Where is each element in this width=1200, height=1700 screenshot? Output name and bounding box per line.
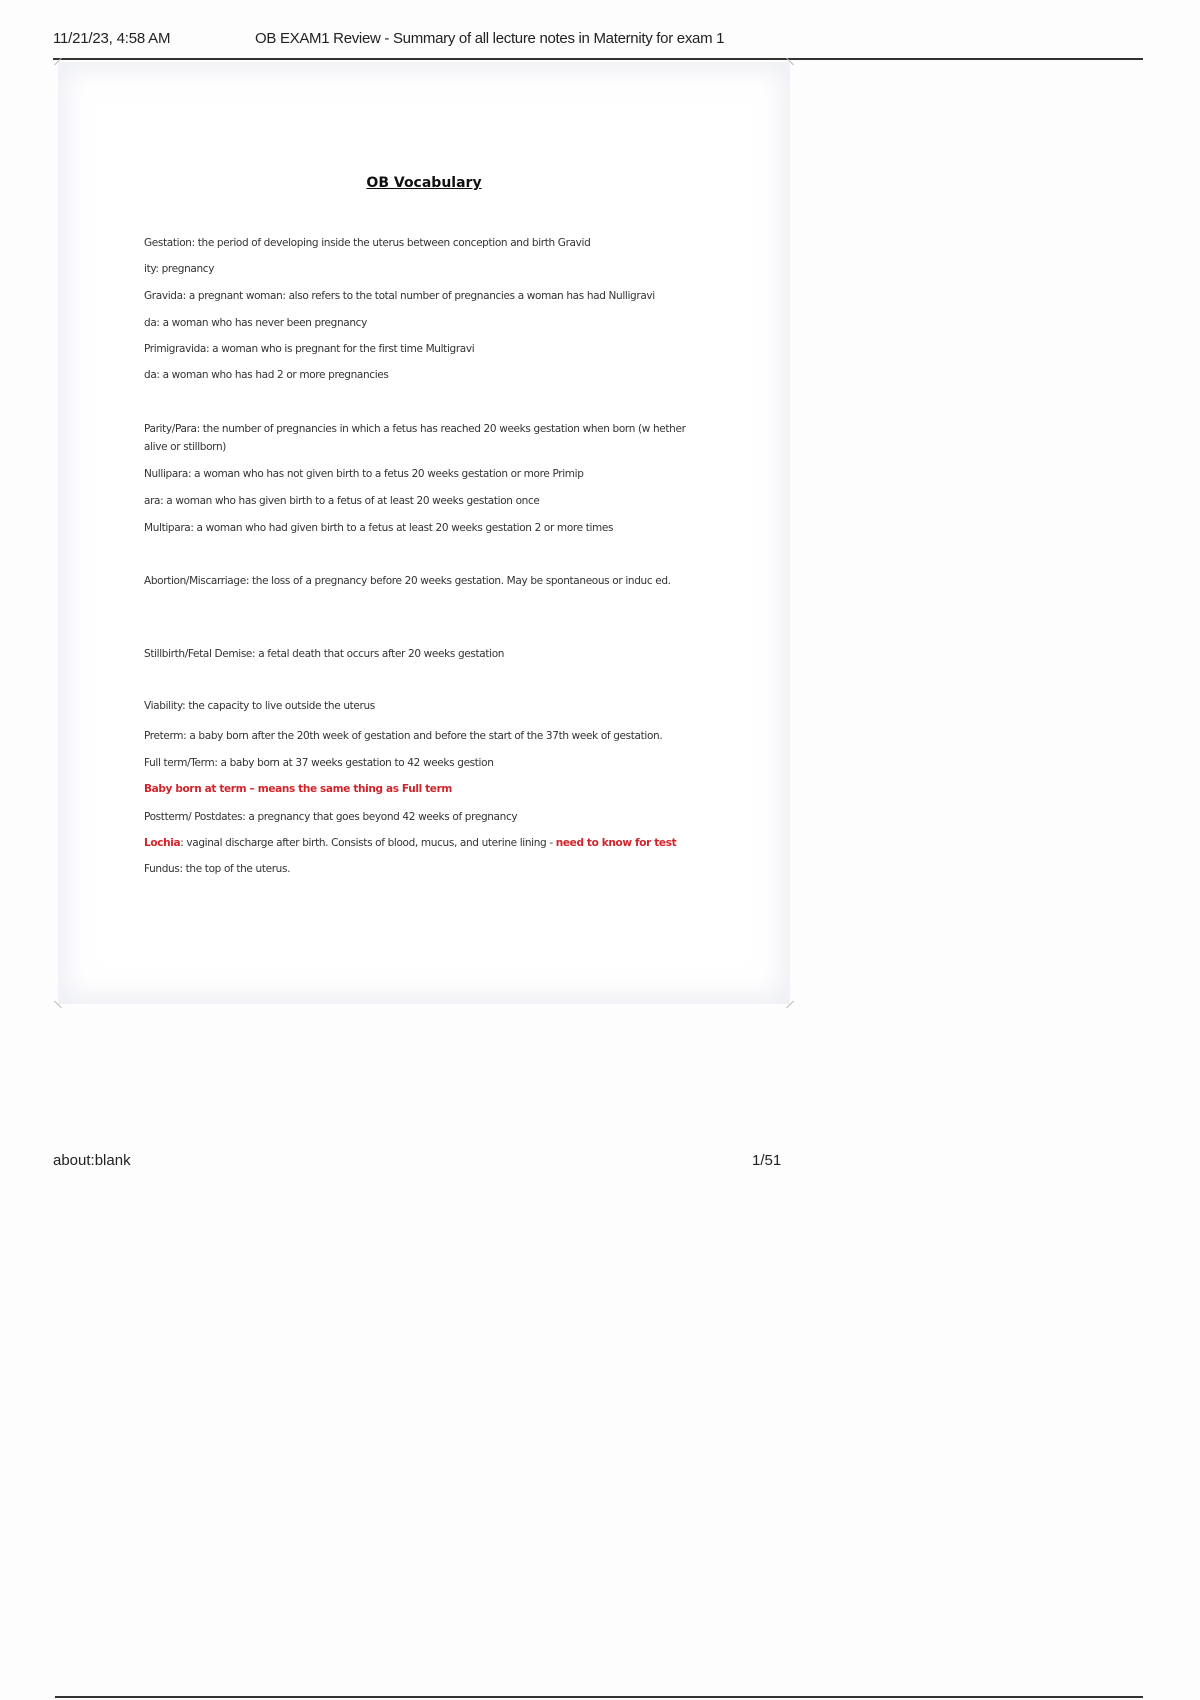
vocab-line: ity: pregnancy [144, 263, 215, 275]
vocab-line: Gravida: a pregnant woman: also refers to the total number of pregnancies a woman has had Nulligravi [144, 290, 655, 302]
print-title: OB EXAM1 Review - Summary of all lecture notes in Maternity for exam 1 [255, 30, 725, 47]
vocab-line: Stillbirth/Fetal Demise: a fetal death that occurs after 20 weeks gestation [144, 648, 505, 660]
crop-mark [779, 994, 794, 1009]
lochia-label: Lochia [144, 837, 181, 849]
print-footer-url: about:blank [53, 1152, 131, 1169]
vocab-line: Preterm: a baby born after the 20th week of gestation and before the start of the 37th week of gestation. [144, 730, 663, 742]
vocab-line: Postterm/ Postdates: a pregnancy that goes beyond 42 weeks of pregnancy [144, 811, 518, 823]
print-footer-page: 1/51 [752, 1152, 782, 1169]
document-page [58, 62, 790, 1004]
print-header [53, 30, 1143, 60]
vocab-line: Viability: the capacity to live outside the uterus [144, 700, 375, 712]
document-heading: OB Vocabulary [366, 175, 482, 191]
vocab-line: Multipara: a woman who had given birth to a fetus at least 20 weeks gestation 2 or more times [144, 522, 614, 534]
lochia-text: : vaginal discharge after birth. Consists of blood, mucus, and uterine lining - [180, 837, 556, 849]
vocab-line: ara: a woman who has given birth to a fetus of at least 20 weeks gestation once [144, 495, 540, 507]
vocab-line: Nullipara: a woman who has not given birth to a fetus 20 weeks gestation or more Primip [144, 468, 584, 480]
print-datetime: 11/21/23, 4:58 AM [53, 30, 171, 47]
vocab-line: da: a woman who has had 2 or more pregnancies [144, 369, 389, 381]
vocab-line-lochia [144, 834, 764, 852]
vocab-line-emphasis: Baby born at term – means the same thing as Full term [144, 783, 452, 795]
divider [55, 1696, 1143, 1698]
vocab-line: da: a woman who has never been pregnancy [144, 317, 367, 329]
vocab-line: Abortion/Miscarriage: the loss of a pregnancy before 20 weeks gestation. May be spontaneous or induc ed. [144, 575, 671, 587]
vocab-line: Gestation: the period of developing inside the uterus between conception and birth Gravid [144, 237, 591, 249]
lochia-emphasis: need to know for test [555, 837, 677, 849]
vocab-line: Primigravida: a woman who is pregnant for the first time Multigravi [144, 343, 475, 355]
vocab-line: Full term/Term: a baby born at 37 weeks gestation to 42 weeks gestion [144, 757, 494, 769]
crop-mark [54, 994, 69, 1009]
vocab-line: Parity/Para: the number of pregnancies in which a fetus has reached 20 weeks gestation when born (w hether alive or stillborn) [144, 423, 686, 453]
vocab-line: Fundus: the top of the uterus. [144, 863, 291, 875]
